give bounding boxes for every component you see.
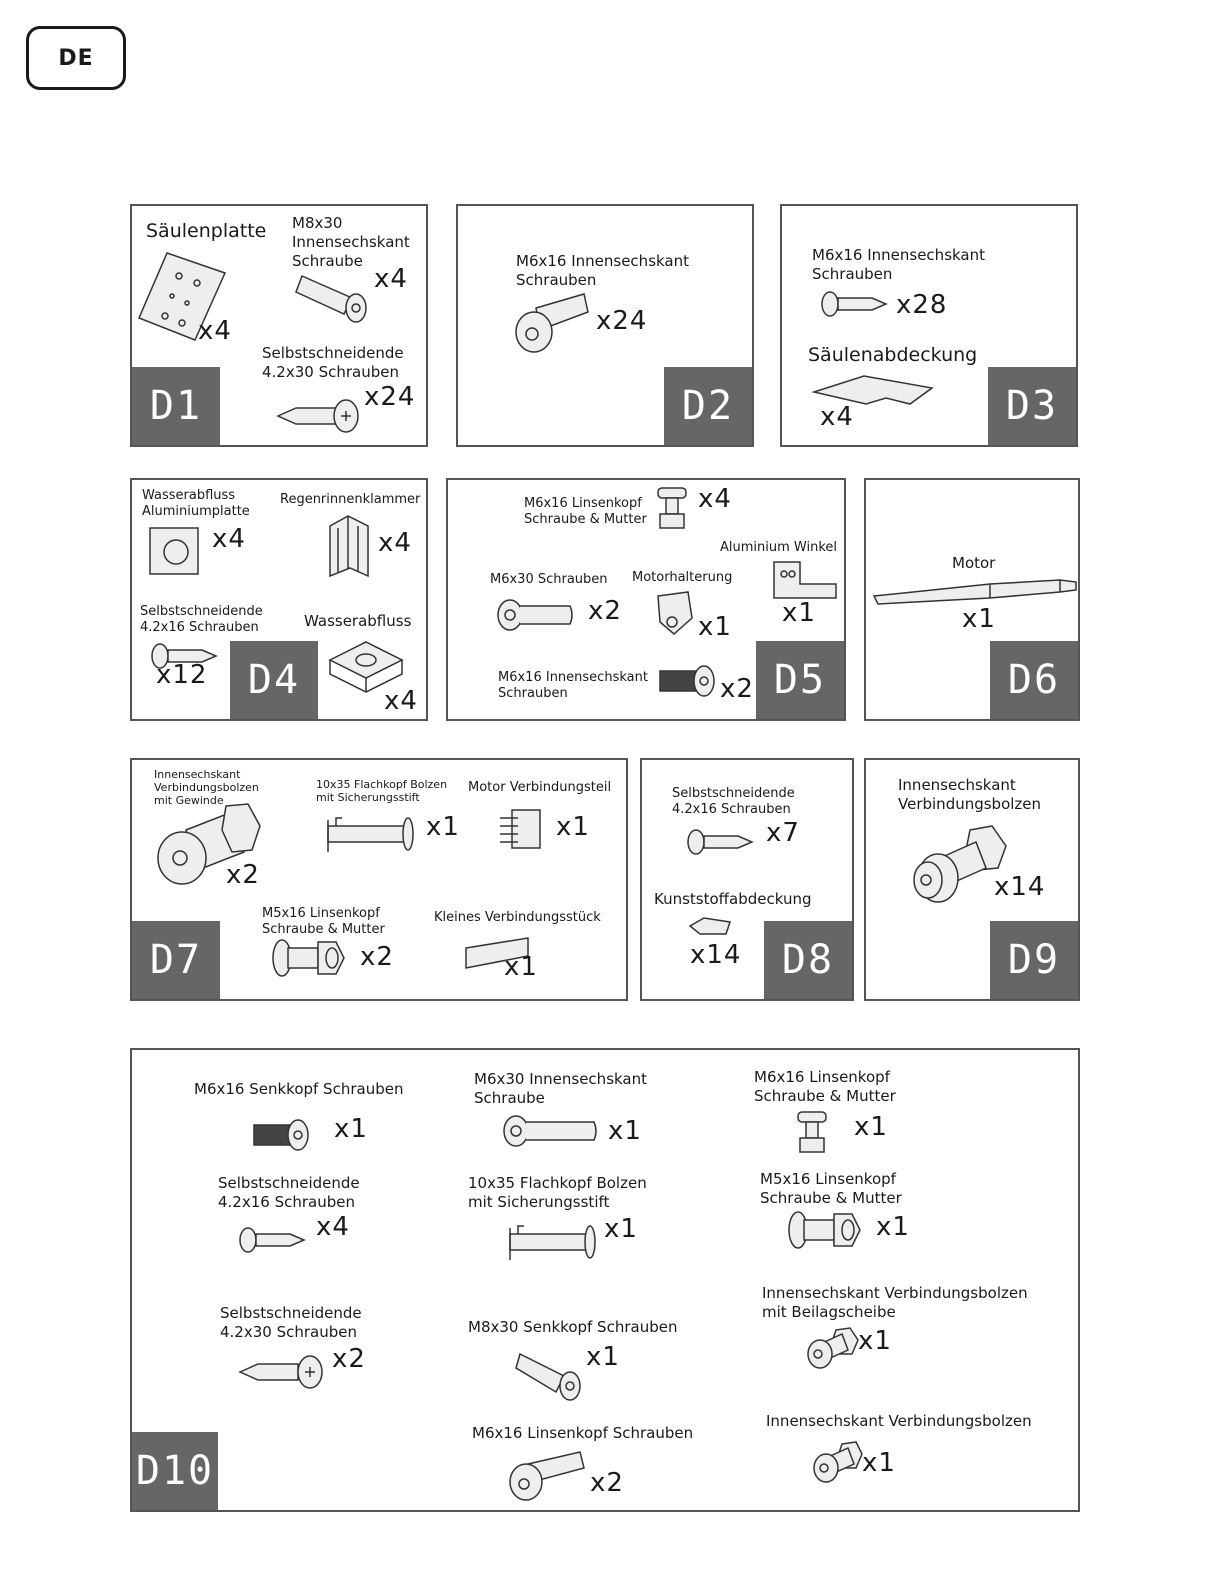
part-label: Kleines Verbindungsstück [434,910,601,925]
part-label: M6x16 Senkkopf Schrauben [194,1080,404,1098]
socket-screw-icon [820,290,890,318]
part-quantity: x4 [384,686,418,716]
part-label: M5x16 Linsenkopf Schraube & Mutter [262,906,385,937]
part-quantity: x1 [854,1112,888,1142]
button-head-screw-nut-icon [654,486,690,532]
washer-connection-bolt-icon [802,1326,858,1370]
socket-screw-icon [496,598,576,632]
part-label: M6x16 Linsenkopf Schraube & Mutter [524,496,647,527]
motor-connector-icon [498,806,546,852]
part-label: Motorhalterung [632,570,733,585]
part-label: Säulenplatte [146,220,267,242]
language-badge: DE [26,26,126,90]
parts-box-d8 [640,758,854,1001]
part-quantity: x14 [994,872,1046,902]
parts-box-d1 [130,204,428,447]
plastic-cover-icon [686,914,734,938]
part-quantity: x14 [690,940,742,970]
socket-screw-icon [502,1114,602,1148]
part-quantity: x1 [698,612,732,642]
part-label: Säulenabdeckung [808,344,978,366]
part-quantity: x12 [156,660,208,690]
button-head-screw-nut-icon [794,1110,830,1156]
part-quantity: x4 [820,402,854,432]
part-quantity: x4 [378,528,412,558]
part-label: M6x30 Schrauben [490,572,608,587]
part-label: 10x35 Flachkopf Bolzen mit Sicherungsstift [468,1174,647,1211]
self-tapping-screw-icon [686,828,756,856]
parts-box-d4 [130,478,428,721]
part-label: Aluminium Winkel [720,540,837,555]
part-label: Selbstschneidende 4.2x16 Schrauben [218,1174,360,1211]
part-label: Selbstschneidende 4.2x30 Schrauben [262,344,404,381]
parts-box-d2 [456,204,754,447]
part-quantity: x2 [590,1468,624,1498]
connection-bolt-icon [810,1440,862,1484]
part-label: M6x16 Innensechskant Schrauben [812,246,986,283]
part-label: M5x16 Linsenkopf Schraube & Mutter [760,1170,902,1207]
socket-screw-icon [294,268,374,326]
part-quantity: x2 [360,942,394,972]
parts-box-d5 [446,478,846,721]
self-tapping-screw-icon [236,1352,326,1392]
part-quantity: x1 [876,1212,910,1242]
part-quantity: x1 [504,952,538,982]
button-head-screw-nut-icon [786,1210,862,1250]
part-quantity: x1 [334,1114,368,1144]
button-head-screw-nut-icon [270,938,346,978]
part-quantity: x2 [226,860,260,890]
box-tag: D4 [230,641,318,719]
box-tag: D10 [132,1432,218,1510]
socket-screw-icon [510,290,590,356]
part-quantity: x1 [426,812,460,842]
self-tapping-screw-icon [238,1226,308,1254]
box-tag: D6 [990,641,1078,719]
part-quantity: x4 [198,316,232,346]
box-tag: D5 [756,641,844,719]
part-label: 10x35 Flachkopf Bolzen mit Sicherungsstift [316,778,448,804]
part-quantity: x28 [896,290,948,320]
countersunk-screw-icon [514,1348,590,1404]
aluminium-angle-icon [770,560,840,602]
box-tag: D7 [132,921,220,999]
part-label: M8x30 Senkkopf Schrauben [468,1318,678,1336]
part-quantity: x1 [556,812,590,842]
part-label: Selbstschneidende 4.2x16 Schrauben [672,786,795,817]
part-quantity: x24 [596,306,648,336]
part-label: Wasserabfluss [304,612,412,630]
part-quantity: x24 [364,382,416,412]
part-quantity: x2 [588,596,622,626]
part-label: Wasserabfluss Aluminiumplatte [142,488,250,519]
part-label: M6x16 Linsenkopf Schraube & Mutter [754,1068,896,1105]
parts-box-d3 [780,204,1078,447]
part-label: Innensechskant Verbindungsbolzen [766,1412,1032,1430]
parts-box-d9 [864,758,1080,1001]
part-label: M8x30 Innensechskant Schraube [292,214,410,270]
part-quantity: x1 [962,604,996,634]
countersunk-screw-icon [658,664,716,698]
part-label: Regenrinnenklammer [280,492,421,507]
part-quantity: x4 [374,264,408,294]
part-quantity: x2 [720,674,754,704]
part-label: M6x16 Innensechskant Schrauben [498,670,648,701]
part-label: M6x30 Innensechskant Schraube [474,1070,648,1107]
drain-plate-icon [148,526,200,578]
part-quantity: x1 [782,598,816,628]
part-label: Selbstschneidende 4.2x16 Schrauben [140,604,263,635]
part-quantity: x1 [586,1342,620,1372]
gutter-clamp-icon [326,514,372,578]
part-quantity: x4 [316,1212,350,1242]
part-label: Innensechskant Verbindungsbolzen [898,776,1042,813]
parts-box-d10 [130,1048,1080,1512]
box-tag: D2 [664,367,752,445]
part-label: M6x16 Innensechskant Schrauben [516,252,690,289]
part-quantity: x1 [858,1326,892,1356]
part-label: Innensechskant Verbindungsbolzen mit Gewinde [154,768,259,807]
part-label: M6x16 Linsenkopf Schrauben [472,1424,694,1442]
part-quantity: x1 [862,1448,896,1478]
part-label: Selbstschneidende 4.2x30 Schrauben [220,1304,362,1341]
box-tag: D1 [132,367,220,445]
box-tag: D3 [988,367,1076,445]
parts-box-d6 [864,478,1080,721]
part-label: Kunststoffabdeckung [654,890,812,908]
parts-box-d7 [130,758,628,1001]
part-quantity: x2 [332,1344,366,1374]
part-label: Motor Verbindungsteil [468,780,612,795]
part-quantity: x1 [608,1116,642,1146]
flat-head-bolt-icon [318,812,418,856]
socket-screw-icon [506,1450,586,1502]
box-tag: D8 [764,921,852,999]
part-label: Motor [952,554,996,572]
motor-bracket-icon [654,588,696,638]
flat-head-bolt-icon [500,1220,600,1264]
part-quantity: x4 [212,524,246,554]
part-label: Innensechskant Verbindungsbolzen mit Beilagscheibe [762,1284,1028,1321]
countersunk-screw-icon [252,1118,310,1152]
self-tapping-screw-icon [274,396,364,436]
part-quantity: x7 [766,818,800,848]
part-quantity: x1 [604,1214,638,1244]
part-quantity: x4 [698,484,732,514]
box-tag: D9 [990,921,1078,999]
